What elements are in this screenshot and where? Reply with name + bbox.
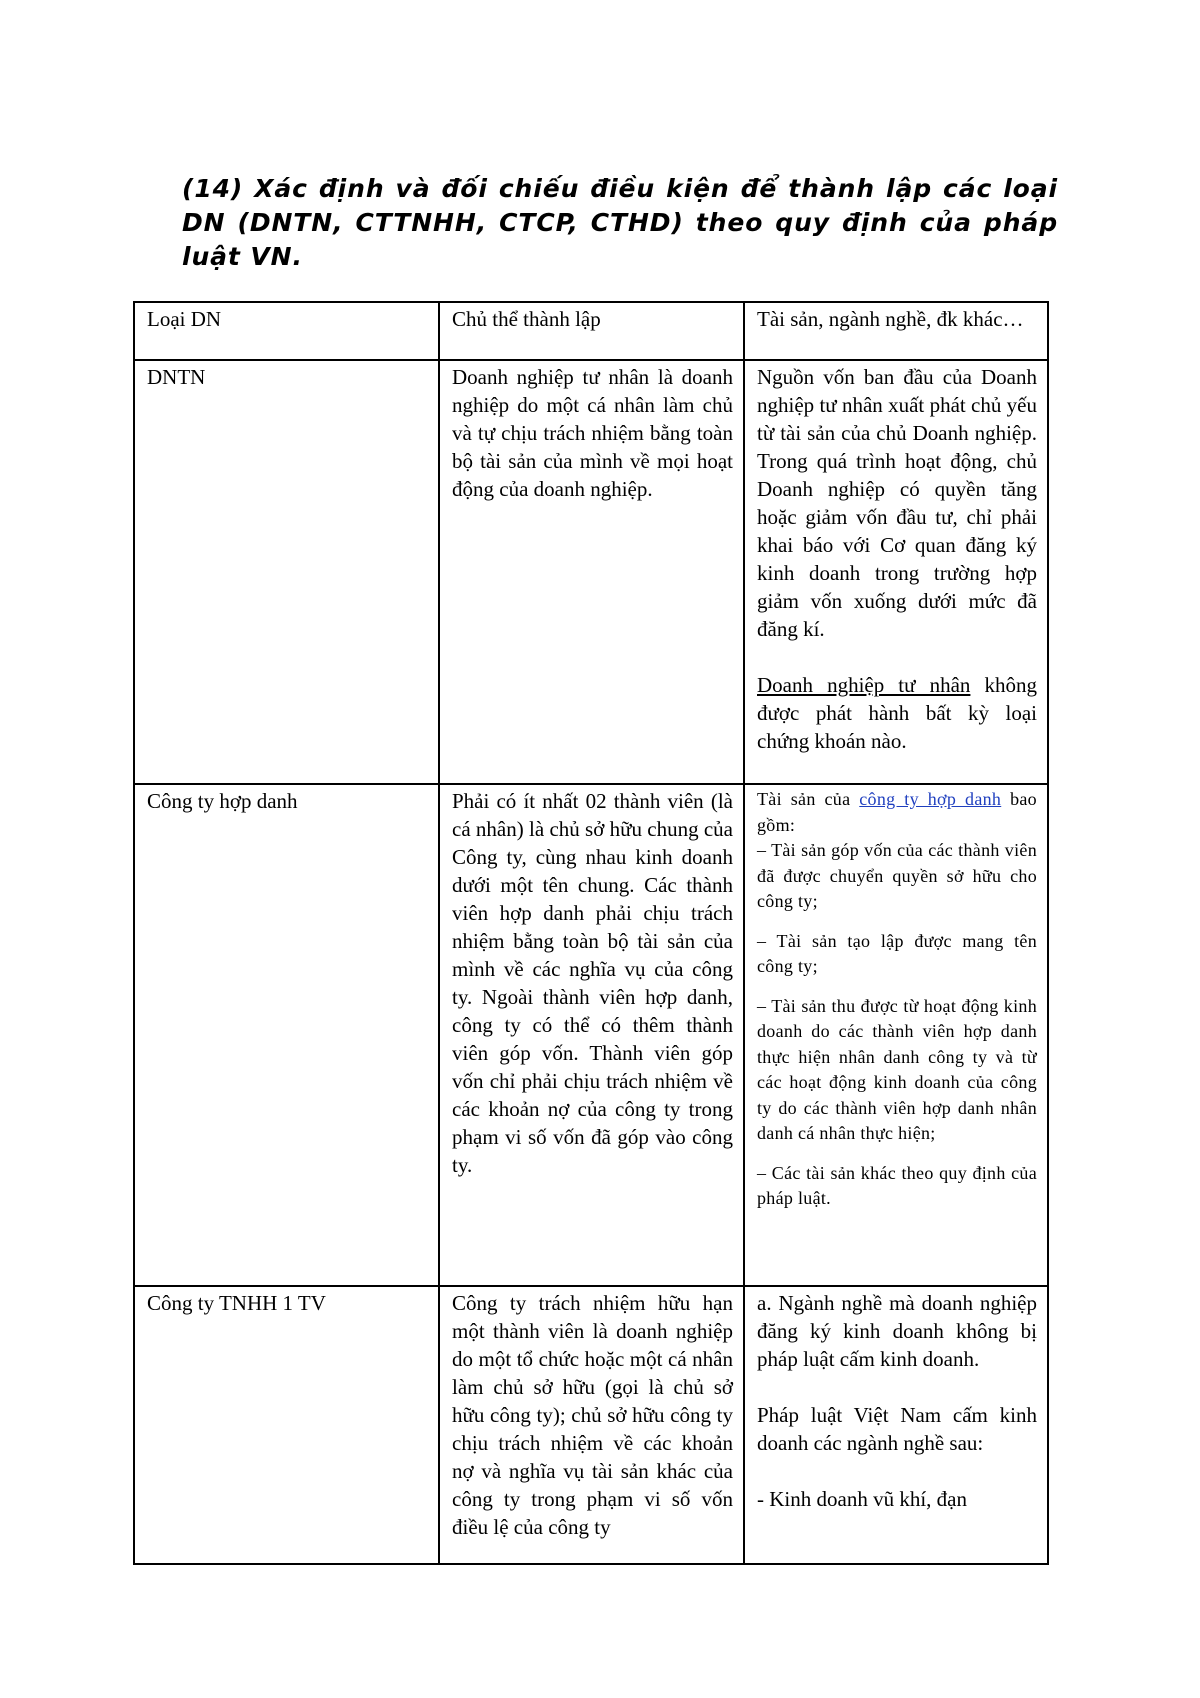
assets-text: Tài sản của — [757, 789, 860, 809]
assets-paragraph: Pháp luật Việt Nam cấm kinh doanh các ngành nghề sau: — [757, 1403, 1037, 1455]
cell-assets — [744, 360, 1048, 784]
cell-founder: Công ty trách nhiệm hữu hạn một thành viên là doanh nghiệp do một tổ chức hoặc một cá nhân làm chủ sở hữu (gọi là chủ sở hữu công ty); chủ sở hữu công ty chịu trách nhiệm về các khoản nợ và nghĩa vụ tài sản khác của công ty trong phạm vi số vốn điều lệ của công ty — [439, 1286, 744, 1564]
assets-list-item: – Tài sản thu được từ hoạt động kinh doanh do các thành viên hợp danh thực hiện nhân danh công ty và từ các hoạt động kinh doanh của công ty do các thành viên hợp danh nhân danh cá nhân thực hiện; — [757, 995, 1037, 1143]
assets-text: không được phát hành bất kỳ loại chứng khoán nào. — [757, 673, 1037, 753]
header-cell-assets: Tài sản, ngành nghề, đk khác… — [744, 302, 1048, 360]
header-cell-founder: Chủ thể thành lập — [439, 302, 744, 360]
table-header-row — [134, 302, 1048, 360]
assets-text: bao gồm: — [757, 789, 1037, 835]
table-row — [134, 1286, 1048, 1564]
assets-list-item: – Tài sản góp vốn của các thành viên đã được chuyển quyền sở hữu cho công ty; — [757, 840, 1037, 911]
page-title: (14) Xác định và đối chiếu điều kiện để thành lập các loại DN (DNTN, CTTNHH, CTCP, CTHD) theo quy định của pháp luật VN. — [182, 174, 1058, 271]
partnership-link[interactable]: công ty hợp danh — [859, 789, 1002, 809]
cell-type: Công ty hợp danh — [134, 784, 439, 1286]
assets-list-item: – Các tài sản khác theo quy định của pháp luật. — [757, 1162, 1037, 1208]
assets-paragraph — [757, 671, 1037, 755]
assets-paragraph: a. Ngành nghề mà doanh nghiệp đăng ký kinh doanh không bị pháp luật cấm kinh doanh. — [757, 1291, 1037, 1371]
dntn-link[interactable]: Doanh nghiệp tư nhân — [757, 673, 971, 697]
assets-list-item: – Tài sản tạo lập được mang tên công ty; — [757, 930, 1037, 976]
assets-paragraph: Nguồn vốn ban đầu của Doanh nghiệp tư nhân xuất phát chủ yếu từ tài sản của chủ Doanh nghiệp. Trong quá trình hoạt động, chủ Doanh nghiệp có quyền tăng hoặc giảm vốn đầu tư, chỉ phải khai báo với Cơ quan đăng ký kinh doanh trong trường hợp giảm vốn xuống dưới mức đã đăng kí. — [757, 365, 1037, 641]
assets-intro — [757, 787, 1037, 838]
cell-type: DNTN — [134, 360, 439, 784]
cell-founder: Phải có ít nhất 02 thành viên (là cá nhân) là chủ sở hữu chung của Công ty, cùng nhau kinh doanh dưới một tên chung. Các thành viên hợp danh phải chịu trách nhiệm bằng toàn bộ tài sản của mình về các nghĩa vụ của công ty. Ngoài thành viên hợp danh, công ty có thể có thêm thành viên góp vốn. Thành viên góp vốn chỉ phải chịu trách nhiệm về các khoản nợ của công ty trong phạm vi số vốn đã góp vào công ty. — [439, 784, 744, 1286]
enterprise-comparison-table — [133, 301, 1049, 1565]
table-row — [134, 360, 1048, 784]
cell-assets — [744, 784, 1048, 1286]
assets-paragraph: - Kinh doanh vũ khí, đạn — [757, 1487, 967, 1511]
cell-founder: Doanh nghiệp tư nhân là doanh nghiệp do một cá nhân làm chủ và tự chịu trách nhiệm bằng toàn bộ tài sản của mình về mọi hoạt động của doanh nghiệp. — [439, 360, 744, 784]
cell-assets — [744, 1286, 1048, 1564]
cell-type: Công ty TNHH 1 TV — [134, 1286, 439, 1564]
header-cell-type: Loại DN — [134, 302, 439, 360]
table-row — [134, 784, 1048, 1286]
